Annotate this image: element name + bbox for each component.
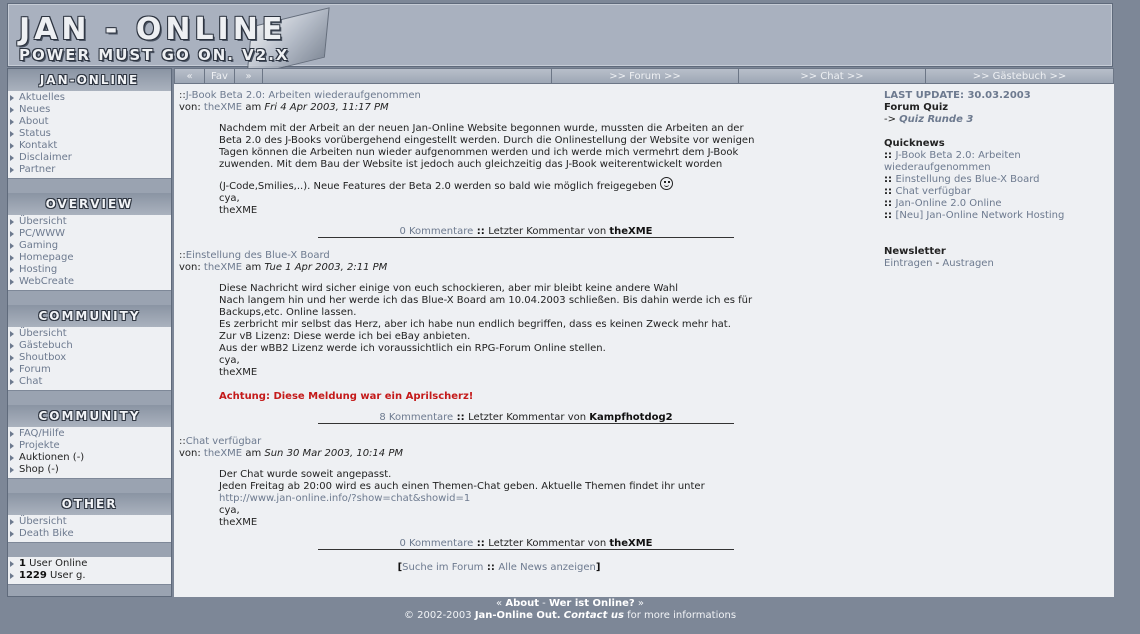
post-foot-sep: :: [473,226,489,237]
chat-url-link[interactable]: http://www.jan-online.info/?show=chat&showid=1 [219,493,471,504]
post-prefix: :: [179,250,186,261]
nav-chat-link[interactable]: >> Chat >> [739,69,926,83]
post-line: Beta 2.0 des J-Books vorübergehend eingestellt werden. Durch die Onlinestellung der Website vor wenigen [219,135,755,146]
quicknews-item [884,186,1109,198]
last-comment-author: theXME [609,538,653,549]
footer-links [0,598,1140,610]
quicknews-link[interactable]: Einstellung des Blue-X Board [895,174,1040,185]
post-line: Jeden Freitag ab 20:00 wird es auch einen Themen-Chat geben. Aktuelle Themen findet ihr unter [219,481,705,492]
april-fool-notice: Achtung: Diese Meldung war ein Aprilscherz! [219,391,474,402]
quicknews-link[interactable]: [Neu] Jan-Online Network Hosting [895,210,1065,221]
post-body [219,283,839,403]
newsletter-subscribe-link[interactable]: Eintragen [884,258,933,269]
post-line: theXME [219,205,258,216]
post-prefix: :: [179,436,186,447]
sidebar-item-shop: Shop (-) [8,464,171,476]
quicknews-link[interactable]: Jan-Online 2.0 Online [895,198,1002,209]
users-registered-count: 1229 [19,570,47,581]
post-body [219,469,839,529]
users-online-count: 1 [19,558,26,569]
post-byline [179,102,739,114]
quicknews-item [884,210,1109,222]
post-foot-sep: :: [473,538,489,549]
quicknews-bullet: :: [884,210,896,221]
copyright-text: © 2002-2003 [403,610,475,621]
sidebar-item-projekte[interactable]: Projekte [8,440,171,452]
last-comment-label: Letzter Kommentar von [488,538,610,549]
post-line: Der Chat wurde soweit angepasst. [219,469,392,480]
sidebar-heading-other: OTHER [8,493,171,515]
quicknews-item [884,174,1109,186]
news-post [179,436,739,550]
comments-link[interactable]: 0 Kommentare [399,538,474,549]
page-footer [0,598,1140,622]
post-line: Backups,etc. Online lassen. [219,307,357,318]
search-forum-link[interactable]: Suche im Forum [402,562,484,573]
post-von: von: [179,102,204,113]
users-registered[interactable] [8,570,171,582]
post-byline [179,448,739,460]
post-date: Tue 1 Apr 2003, 2:11 PM [264,262,388,273]
comments-link[interactable]: 0 Kommentare [399,226,474,237]
sidebar-heading-jan-online: JAN-ONLINE [8,69,171,91]
sidebar-item-neues[interactable]: Neues [8,104,171,116]
sidebar-item-aktuelles[interactable]: Aktuelles [8,92,171,104]
nav-forum-link[interactable]: >> Forum >> [552,69,739,83]
all-news-link[interactable]: Alle News anzeigen [498,562,596,573]
header-banner [7,3,1113,67]
sidebar-heading-community-2: COMMUNITY [8,405,171,427]
sidebar-item-auktionen: Auktionen (-) [8,452,171,464]
sidebar-gap [8,391,171,405]
post-title-link[interactable]: J-Book Beta 2.0: Arbeiten wiederaufgenommen [185,90,421,101]
sidebar-item-hosting[interactable]: Hosting [8,264,171,276]
sidebar-list-community-2 [8,427,171,479]
sidebar-item-partner[interactable]: Partner [8,164,171,176]
post-line: Es zerbricht mir selbst das Herz, aber ich habe nun endlich begriffen, dass es keinen Zweck mehr hat. [219,319,731,330]
post-line: Nachdem mit der Arbeit an der neuen Jan-Online Website begonnen wurde, mussten die Arbeiten an der [219,123,744,134]
nav-guestbook-link[interactable]: >> Gästebuch >> [972,70,1067,82]
quicknews-bullet: :: [884,150,896,161]
post-am: am [242,262,265,273]
post-line: cya, [219,505,240,516]
post-title-row [179,250,739,262]
footer-copyright [0,610,1140,622]
logo-title: JAN - ONLINE [19,12,287,47]
post-line-with-smiley [219,177,839,193]
post-von: von: [179,448,204,459]
post-author-link[interactable]: theXME [203,448,243,459]
post-body [219,123,839,217]
quicknews-item [884,150,1109,174]
post-title-row [179,436,739,448]
post-line: Aus der wBB2 Lizenz werde ich voraussichtlich ein RPG-Forum Online stellen. [219,343,606,354]
nav-next-button[interactable]: » [235,69,263,83]
sidebar-heading-overview: OVERVIEW [8,193,171,215]
news-post [179,90,755,238]
users-online[interactable] [8,558,171,570]
quiz-link[interactable]: Quiz Runde 3 [899,114,974,125]
nav-fav-button[interactable]: Fav [205,69,235,83]
nav-bar [174,68,1114,84]
sidebar-item-homepage[interactable]: Homepage [8,252,171,264]
newsletter-dash: - [932,258,943,269]
spacer [884,126,1109,138]
post-am: am [242,102,265,113]
post-title-link[interactable]: Chat verfügbar [185,436,262,447]
post-line: Nach langem hin und her werde ich das Blue-X Board am 10.04.2003 schließen. Bis dahin werde ich es für [219,295,753,306]
post-footer [318,226,734,238]
quicknews-item [884,198,1109,210]
users-online-label: User Online [25,558,88,569]
site-logo[interactable] [13,6,373,66]
post-date: Sun 30 Mar 2003, 10:14 PM [264,448,403,459]
bracket-open: [ [397,562,403,573]
nav-prev-button[interactable]: « [175,69,205,83]
post-title-row [179,90,739,102]
last-update: LAST UPDATE: 30.03.2003 [884,90,1031,101]
post-prefix: :: [179,90,186,101]
post-line: cya, [219,193,240,204]
sidebar-item-gaestebuch[interactable]: Gästebuch [8,340,171,352]
quiz-row [884,114,1109,126]
sidebar-item-status[interactable]: Status [8,128,171,140]
footer-who-online-link[interactable]: Wer ist Online? [548,598,635,609]
smiley-icon [660,177,673,190]
quicknews-bullet: :: [884,186,896,197]
quiz-arrow: -> [884,114,900,125]
post-line: cya, [219,355,240,366]
last-comment-author: Kampfhotdog2 [589,412,673,423]
sidebar-item-gaming[interactable]: Gaming [8,240,171,252]
sidebar-item-faq[interactable]: FAQ/Hilfe [8,428,171,440]
newsletter-unsubscribe-link[interactable]: Austragen [942,258,994,269]
sidebar-gap [8,179,171,193]
bracket-close: ] [595,562,601,573]
sidebar-item-uebersicht[interactable]: Übersicht [8,216,171,228]
sidebar-item-about[interactable]: About [8,116,171,128]
quicknews-heading: Quicknews [884,138,945,149]
post-foot-sep: :: [453,412,469,423]
post-date: Fri 4 Apr 2003, 11:17 PM [264,102,389,113]
post-author-link[interactable]: theXME [203,262,243,273]
last-comment-author: theXME [609,226,653,237]
sidebar-item-other-uebersicht[interactable]: Übersicht [8,516,171,528]
post-line: Zur vB Lizenz: Diese werde ich bei eBay anbieten. [219,331,471,342]
post-am: am [242,448,265,459]
spacer [884,222,1109,246]
sidebar-item-shoutbox[interactable]: Shoutbox [8,352,171,364]
last-comment-label: Letzter Kommentar von [468,412,590,423]
sidebar-list-jan-online [8,91,171,179]
post-line: theXME [219,367,258,378]
users-registered-label: User g. [46,570,86,581]
user-stats-box [8,557,171,585]
sidebar-gap [8,479,171,493]
newsletter-row [884,258,1109,270]
footer-dash: - [539,598,549,609]
post-line: zuwenden. Mit dem Bau der Website ist jedoch auch gleichzeitig das J-Book weiterentwickelt worden [219,159,723,170]
quicknews-bullet: :: [884,198,896,209]
news-post [179,250,753,424]
post-author-link[interactable]: theXME [203,102,243,113]
sidebar-gap [8,543,171,557]
quicknews-link[interactable]: J-Book Beta 2.0: Arbeiten wiederaufgenommen [884,150,1021,173]
sidebar-item-chat[interactable]: Chat [8,376,171,388]
sidebar-item-community-uebersicht[interactable]: Übersicht [8,328,171,340]
sidebar-item-death-bike[interactable]: Death Bike [8,528,171,540]
sidebar-item-kontakt[interactable]: Kontakt [8,140,171,152]
comments-link[interactable]: 8 Kommentare [379,412,454,423]
post-footer [318,412,734,424]
news-list [179,90,755,573]
footer-tail: for more informations [623,610,737,621]
footer-about-link[interactable]: About [505,598,539,609]
sidebar-item-webcreate[interactable]: WebCreate [8,276,171,288]
right-column [884,90,1109,270]
sidebar-list-overview [8,215,171,291]
footer-rquote: » [634,598,644,609]
newsletter-heading: Newsletter [884,246,946,257]
copyright-owner: Jan-Online Out. [474,610,561,621]
post-line: Diese Nachricht wird sicher einige von euch schockieren, aber mir bleibt keine andere Wahl [219,283,678,294]
post-byline [179,262,739,274]
forum-quiz-heading: Forum Quiz [884,102,949,113]
search-sep: :: [483,562,499,573]
last-comment-label: Letzter Kommentar von [488,226,610,237]
quicknews-bullet: :: [884,174,896,185]
sidebar-gap [8,291,171,305]
post-footer [318,538,734,550]
post-title-link[interactable]: Einstellung des Blue-X Board [185,250,330,261]
post-von: von: [179,262,204,273]
main-content-area [174,68,1114,597]
sidebar-heading-community: COMMUNITY [8,305,171,327]
search-links [219,562,779,573]
footer-lquote: « [496,598,506,609]
nav-spacer [263,69,552,83]
contact-link[interactable]: Contact us [563,610,624,621]
sidebar-list-other [8,515,171,543]
sidebar-item-forum[interactable]: Forum [8,364,171,376]
sidebar-list-community [8,327,171,391]
sidebar-item-pc-www[interactable]: PC/WWW [8,228,171,240]
logo-slogan: POWER MUST GO ON. V2.X [19,46,290,64]
post-line: theXME [219,517,258,528]
post-line: Tagen können die Arbeiten nun wieder aufgenommen werden und ich werde mich vermehrt dem J-Book [219,147,739,158]
post-line: (J-Code,Smilies,..). Neue Features der Beta 2.0 werden so bald wie möglich freigegeben [219,181,657,192]
post-line [219,379,839,391]
left-sidebar [7,68,172,597]
quicknews-link[interactable]: Chat verfügbar [895,186,972,197]
sidebar-item-disclaimer[interactable]: Disclaimer [8,152,171,164]
